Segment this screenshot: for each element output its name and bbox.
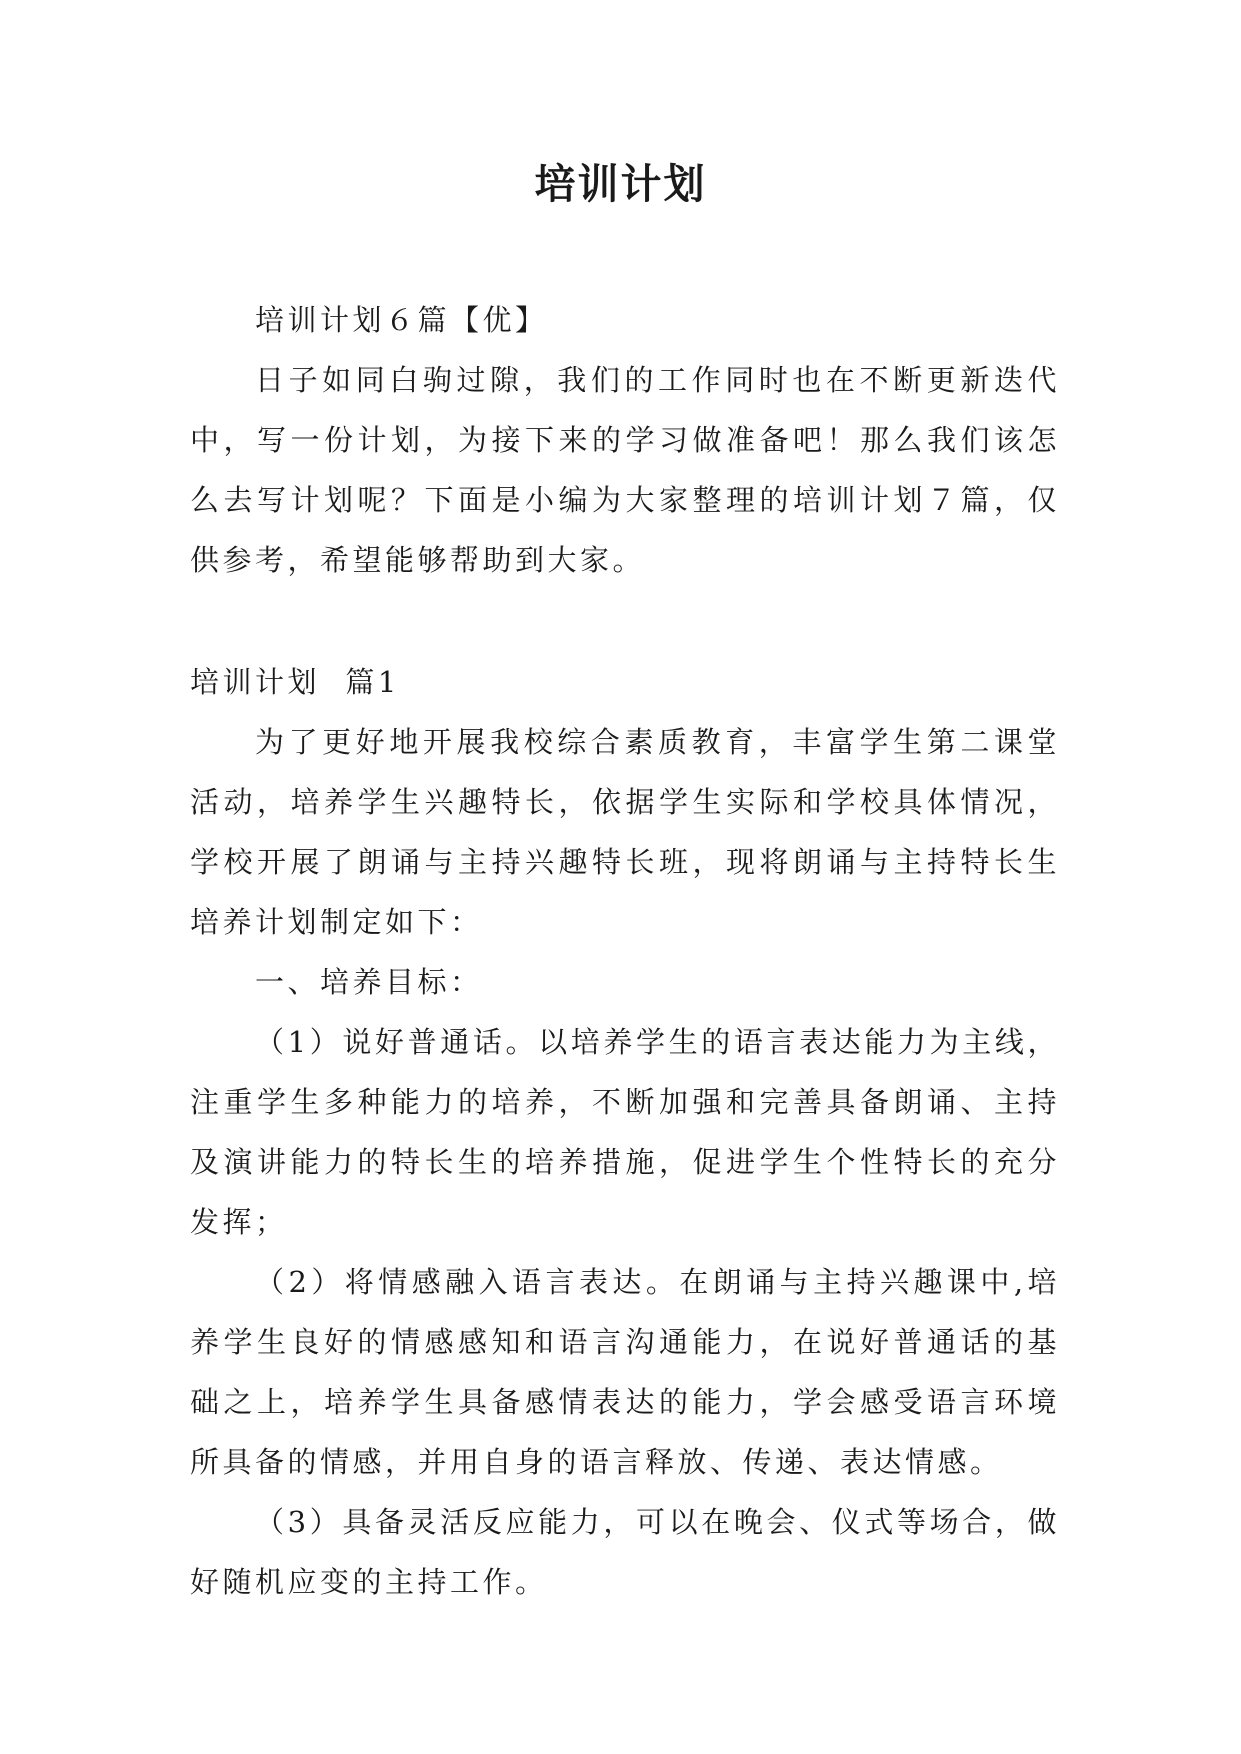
goal-item-2: （2）将情感融入语言表达。在朗诵与主持兴趣课中,培养学生良好的情感感知和语言沟通能力，在说好普通话的基础之上，培养学生具备感情表达的能力，学会感受语言环境所具备的情感，并用自身的语言释放、传递、表达情感。 xyxy=(190,1265,1060,1479)
document-title: 培训计划 xyxy=(534,160,707,208)
goal-item-3: （3）具备灵活反应能力，可以在晚会、仪式等场合，做好随机应变的主持工作。 xyxy=(190,1505,1060,1599)
document-body xyxy=(190,290,1060,1612)
document-subtitle: 培训计划６篇【优】 xyxy=(255,303,548,337)
paragraph-spacer xyxy=(190,590,1060,652)
section-heading: 培训计划 篇1 xyxy=(190,665,400,699)
intro-paragraph: 日子如同白驹过隙，我们的工作同时也在不断更新迭代中，写一份计划，为接下来的学习做准备吧！那么我们该怎么去写计划呢？下面是小编为大家整理的培训计划７篇，仅供参考，希望能够帮助到大家。 xyxy=(190,363,1060,577)
goals-heading: 一、培养目标： xyxy=(255,965,483,999)
section-intro-paragraph: 为了更好地开展我校综合素质教育，丰富学生第二课堂活动，培养学生兴趣特长，依据学生实际和学校具体情况，学校开展了朗诵与主持兴趣特长班，现将朗诵与主持特长生培养计划制定如下： xyxy=(190,725,1060,939)
goal-item-1: （1）说好普通话。以培养学生的语言表达能力为主线，注重学生多种能力的培养，不断加强和完善具备朗诵、主持及演讲能力的特长生的培养措施，促进学生个性特长的充分发挥； xyxy=(190,1025,1060,1239)
